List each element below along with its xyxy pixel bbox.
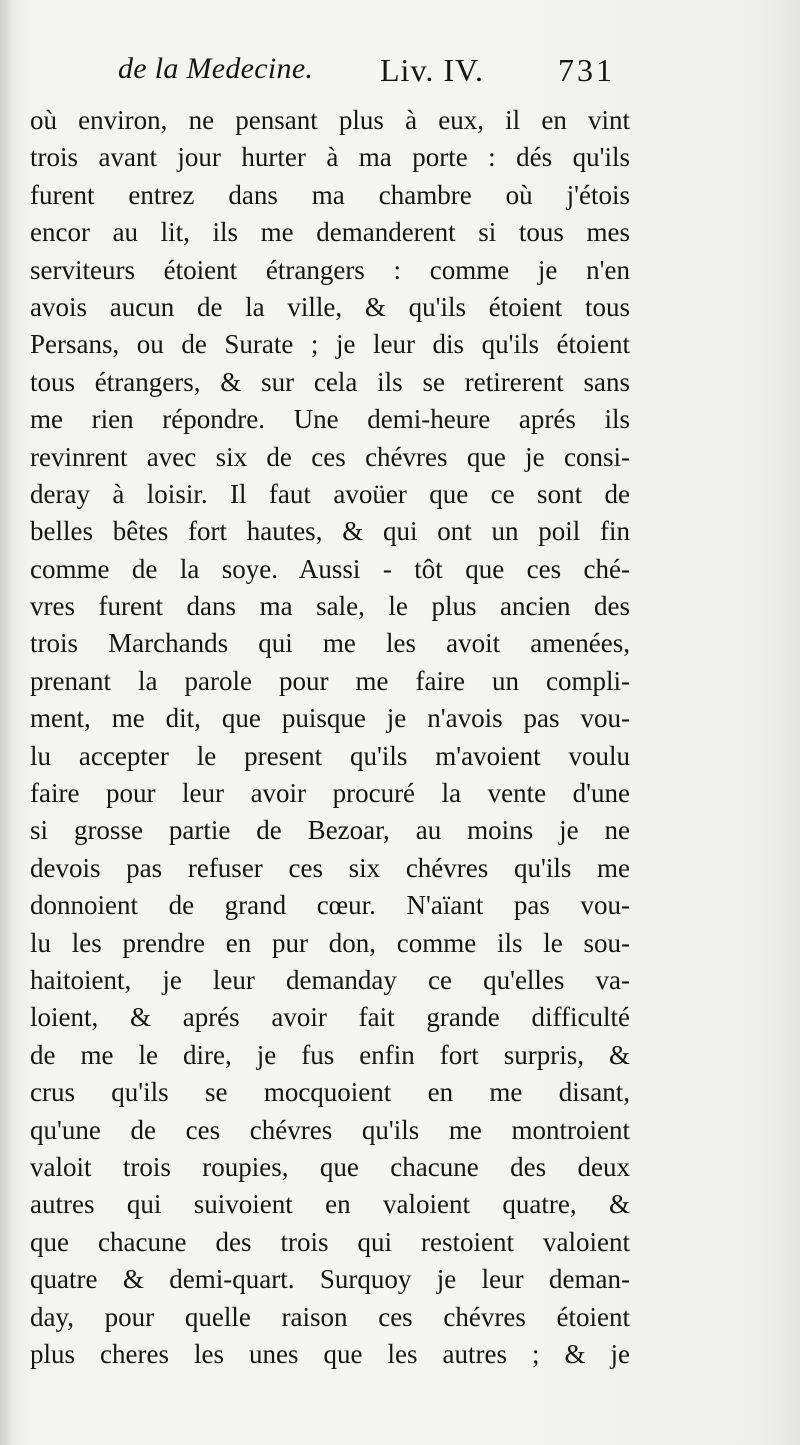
text-line: belles bêtes fort hautes, & qui ont un poil fin [30,516,630,547]
text-line: loient, & aprés avoir fait grande difficulté [30,1002,630,1033]
text-line: lu accepter le present qu'ils m'avoient voulu [30,740,630,771]
text-line: serviteurs étoient étrangers : comme je n'en [30,254,630,285]
text-line: haitoient, je leur demanday ce qu'elles va- [30,964,630,995]
text-line: donnoient de grand cœur. N'aïant pas vou- [30,890,630,921]
text-line: comme de la soye. Aussi - tôt que ces ché- [30,553,630,584]
text-line: vres furent dans ma sale, le plus ancien des [30,591,630,622]
text-line: faire pour leur avoir procuré la vente d'une [30,778,630,809]
body-text [30,102,630,1373]
text-line: ment, me dit, que puisque je n'avois pas vou- [30,703,630,734]
text-line: tous étrangers, & sur cela ils se retirerent sans [30,366,630,397]
text-line: encor au lit, ils me demanderent si tous mes [30,217,630,248]
text-line: deray à loisir. Il faut avoüer que ce sont de [30,478,630,509]
text-line: trois Marchands qui me les avoit amenées, [30,628,630,659]
page-header [118,52,628,98]
text-line: quatre & demi-quart. Surquoy je leur deman- [30,1264,630,1295]
text-line: où environ, ne pensant plus à eux, il en vint [30,105,630,135]
text-line: furent entrez dans ma chambre où j'étois [30,179,630,210]
text-line: prenant la parole pour me faire un compli- [30,665,630,696]
text-line: me rien répondre. Une demi-heure aprés ils [30,404,630,435]
text-line: qu'une de ces chévres qu'ils me montroient [30,1114,630,1145]
text-line: day, pour quelle raison ces chévres étoient [30,1301,630,1332]
text-line: lu les prendre en pur don, comme ils le sou- [30,927,630,958]
text-line: autres qui suivoient en valoient quatre, & [30,1189,630,1220]
text-line: revinrent avec six de ces chévres que je consi- [30,441,630,472]
text-line: que chacune des trois qui restoient valoient [30,1226,630,1257]
text-line: de me le dire, je fus enfin fort surpris, & [30,1039,630,1070]
text-line: si grosse partie de Bezoar, au moins je ne [30,815,630,846]
text-line: devois pas refuser ces six chévres qu'ils me [30,852,630,883]
text-line: valoit trois roupies, que chacune des deux [30,1151,630,1182]
text-line: plus cheres les unes que les autres ; & je [30,1338,630,1369]
page-number: 731 [558,52,615,88]
running-title: de la Medecine. [118,52,314,85]
gutter-shadow [0,0,14,1445]
text-line: Persans, ou de Surate ; je leur dis qu'ils étoient [30,329,630,360]
text-line: trois avant jour hurter à ma porte : dés qu'ils [30,142,630,173]
text-line: avois aucun de la ville, & qu'ils étoient tous [30,291,630,322]
text-line: crus qu'ils se mocquoient en me disant, [30,1077,630,1108]
book-label: Liv. IV. [380,52,484,88]
